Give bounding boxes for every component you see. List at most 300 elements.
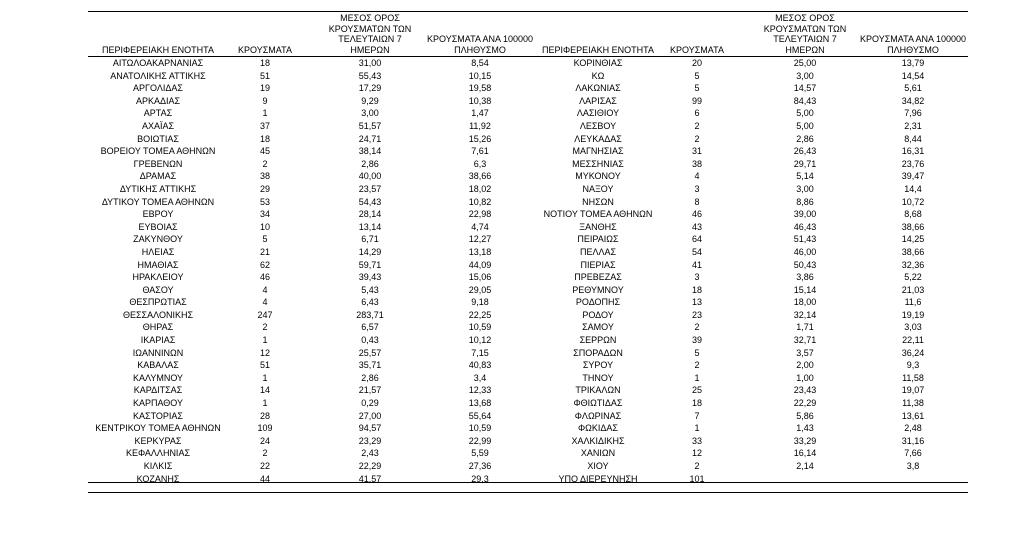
left-avg7-cell: 23,29 [358,435,382,446]
table-row [0,82,1024,95]
left-region-cell: ΘΗΡΑΣ [142,322,174,333]
left-cases-cell: 1 [262,398,268,409]
right-per100k-cell: 11,6 [904,297,922,308]
table-row [0,359,1024,372]
left-region-cell: ΚΑΛΥΜΝΟΥ [132,372,184,383]
table-row [0,410,1024,423]
table-row [0,95,1024,108]
right-per100k-cell: 13,61 [901,410,925,421]
left-cases-cell: 37 [259,120,270,131]
left-per100k-cell: 44,09 [468,259,492,270]
right-region-cell: ΜΥΚΟΝΟΥ [575,171,621,182]
left-avg7-cell: 5,43 [361,284,379,295]
left-per100k-cell: 19,58 [468,83,492,94]
table-row [0,321,1024,334]
right-avg7-cell: 84,43 [793,95,817,106]
right-region-cell: ΤΡΙΚΑΛΩΝ [575,385,621,396]
left-region-cell: ΚΑΡΔΙΤΣΑΣ [133,385,183,396]
right-region-cell: ΤΗΝΟΥ [582,372,614,383]
right-cases-cell: 12 [691,448,702,459]
left-region-cell: ΕΒΡΟΥ [142,209,174,220]
right-cases-cell: 38 [691,158,702,169]
left-avg7-cell: 2,43 [361,448,379,459]
left-cases-cell: 1 [262,372,268,383]
left-cases-cell: 14 [259,385,270,396]
right-avg7-cell: 3,00 [796,183,814,194]
header-region-left: ΠΕΡΙΦΕΡΕΙΑΚΗ ΕΝΟΤΗΤΑ [101,44,215,55]
right-region-cell: ΠΡΕΒΕΖΑΣ [574,272,622,283]
right-cases-cell: 23 [691,309,702,320]
left-per100k-cell: 10,59 [468,423,492,434]
right-per100k-cell: 19,07 [901,385,925,396]
left-region-cell: ΑΡΤΑΣ [143,108,173,119]
right-region-cell: ΞΑΝΘΗΣ [579,221,617,232]
right-cases-cell: 41 [691,259,702,270]
right-per100k-cell: 2,48 [904,423,922,434]
right-cases-cell: 18 [691,398,702,409]
table-row [0,233,1024,246]
right-avg7-cell: 39,00 [793,209,817,220]
left-region-cell: ΑΡΓΟΛΙΔΑΣ [133,83,183,94]
right-cases-cell: 3 [694,272,700,283]
left-avg7-cell: 6,43 [361,297,379,308]
left-avg7-cell: 6,71 [361,234,379,245]
table-row [0,183,1024,196]
left-avg7-cell: 21,57 [358,385,382,396]
table-row [0,422,1024,435]
table-bottom-rule [88,482,968,483]
right-region-cell: ΜΑΓΝΗΣΙΑΣ [572,146,624,157]
right-avg7-cell: 32,14 [793,309,817,320]
left-cases-cell: 62 [259,259,270,270]
right-region-cell: ΦΛΩΡΙΝΑΣ [574,410,622,421]
header-per100k-left: ΚΡΟΥΣΜΑΤΑ ΑΝΑ 100000 ΠΛΗΘΥΣΜΟ [427,34,533,55]
right-region-cell: ΦΩΚΙΔΑΣ [578,423,618,434]
right-avg7-cell: 32,71 [793,335,817,346]
left-region-cell: ΚΑΒΑΛΑΣ [137,360,179,371]
right-region-cell: ΛΑΣΙΘΙΟΥ [576,108,620,119]
right-avg7-cell: 26,43 [793,146,817,157]
right-per100k-cell: 21,03 [901,284,925,295]
right-per100k-cell: 31,16 [901,435,925,446]
right-region-cell: ΚΩ [591,70,605,81]
table-row [0,284,1024,297]
right-cases-cell: 6 [694,108,700,119]
table-row [0,473,1024,486]
table-row [0,271,1024,284]
table-row [0,309,1024,322]
left-region-cell: ΔΥΤΙΚΟΥ ΤΟΜΕΑ ΑΘΗΝΩΝ [101,196,215,207]
right-cases-cell: 31 [691,146,702,157]
left-region-cell: ΓΡΕΒΕΝΩΝ [133,158,183,169]
table-row [0,397,1024,410]
right-region-cell: ΣΠΟΡΑΔΩΝ [573,347,623,358]
table-row [0,158,1024,171]
right-avg7-cell: 5,14 [796,171,814,182]
left-cases-cell: 5 [262,234,268,245]
right-per100k-cell: 19,19 [901,309,925,320]
left-per100k-cell: 11,92 [469,120,491,131]
right-per100k-cell: 14,4 [904,183,922,194]
right-per100k-cell: 8,44 [904,133,922,144]
right-avg7-cell: 2,86 [796,133,814,144]
left-per100k-cell: 15,06 [468,272,492,283]
left-per100k-cell: 29,05 [468,284,492,295]
right-cases-cell: 7 [694,410,700,421]
right-per100k-cell: 13,79 [901,58,925,68]
table-row [0,208,1024,221]
left-per100k-cell: 38,66 [468,171,492,182]
right-cases-cell: 54 [691,246,702,257]
left-avg7-cell: 94,57 [358,423,382,434]
table-row [0,221,1024,234]
left-avg7-cell: 51,57 [358,120,382,131]
left-region-cell: ΘΕΣΣΑΛΟΝΙΚΗΣ [122,309,194,320]
left-cases-cell: 28 [259,410,270,421]
left-cases-cell: 18 [259,133,270,144]
table-row [0,435,1024,448]
left-region-cell: ΔΥΤΙΚΗΣ ΑΤΤΙΚΗΣ [119,183,197,194]
right-avg7-cell: 29,71 [793,158,817,169]
left-cases-cell: 247 [257,309,273,320]
right-avg7-cell: 3,00 [796,70,814,81]
left-region-cell: ΗΜΑΘΙΑΣ [137,259,179,270]
left-per100k-cell: 18,02 [468,183,492,194]
right-region-cell: ΜΕΣΣΗΝΙΑΣ [572,158,624,169]
right-cases-cell: 2 [694,120,700,131]
right-region-cell: ΦΘΙΩΤΙΔΑΣ [573,398,623,409]
right-avg7-cell: 8,86 [796,196,814,207]
left-avg7-cell: 55,43 [358,70,382,81]
left-per100k-cell: 22,98 [468,209,492,220]
right-avg7-cell: 18,00 [793,297,817,308]
left-region-cell: ΙΚΑΡΙΑΣ [140,335,176,346]
left-cases-cell: 45 [259,146,270,157]
left-per100k-cell: 13,68 [468,398,492,409]
right-region-cell: ΡΟΔΟΥ [582,309,614,320]
right-cases-cell: 2 [694,360,700,371]
right-avg7-cell: 46,00 [793,246,817,257]
right-avg7-cell: 5,86 [796,410,814,421]
header-cases-left: ΚΡΟΥΣΜΑΤΑ [238,44,292,55]
left-avg7-cell: 283,71 [356,309,384,320]
left-cases-cell: 109 [257,423,273,434]
right-avg7-cell: 15,14 [793,284,817,295]
right-avg7-cell: 46,43 [793,221,817,232]
left-region-cell: ΖΑΚΥΝΘΟΥ [133,234,183,245]
left-per100k-cell: 15,26 [468,133,492,144]
left-region-cell: ΕΥΒΟΙΑΣ [138,221,178,232]
left-avg7-cell: 13,14 [358,221,382,232]
right-per100k-cell: 5,22 [904,272,922,283]
header-per100k-right: ΚΡΟΥΣΜΑΤΑ ΑΝΑ 100000 ΠΛΗΘΥΣΜΟ [860,34,966,55]
right-avg7-cell: 2,14 [796,461,814,471]
right-avg7-cell: 1,00 [796,372,814,383]
table-row [0,70,1024,83]
right-cases-cell: 64 [691,234,702,245]
right-cases-cell: 5 [694,70,700,81]
left-avg7-cell: 28,14 [358,209,382,220]
right-avg7-cell: 25,00 [793,58,817,68]
left-per100k-cell: 6,3 [473,158,487,169]
left-cases-cell: 2 [262,322,268,333]
table-end-rule [88,492,968,493]
right-per100k-cell: 36,24 [901,347,925,358]
right-avg7-cell: 14,57 [793,83,817,94]
header-cases-right: ΚΡΟΥΣΜΑΤΑ [670,44,724,55]
right-region-cell: ΛΕΣΒΟΥ [579,120,617,131]
right-cases-cell: 46 [691,209,702,220]
table-row [0,259,1024,272]
right-per100k-cell: 3,03 [904,322,922,333]
table-body [0,57,1024,485]
right-region-cell: ΠΙΕΡΙΑΣ [580,259,616,270]
left-per100k-cell: 10,38 [468,95,492,106]
right-per100k-cell: 11,58 [902,372,924,383]
right-region-cell: ΧΑΝΙΩΝ [580,448,616,459]
left-cases-cell: 19 [259,83,270,94]
table-row [0,296,1024,309]
right-cases-cell: 2 [694,322,700,333]
left-region-cell: ΗΡΑΚΛΕΙΟΥ [132,272,184,283]
left-per100k-cell: 8,54 [471,58,489,68]
right-per100k-cell: 5,61 [904,83,922,94]
left-per100k-cell: 9,18 [471,297,489,308]
table-row [0,460,1024,473]
right-cases-cell: 1 [694,372,700,383]
left-avg7-cell: 54,43 [358,196,382,207]
right-per100k-cell: 38,66 [901,246,925,257]
right-cases-cell: 18 [691,284,702,295]
left-avg7-cell: 31,00 [358,58,382,68]
left-cases-cell: 46 [259,272,270,283]
table-row [0,372,1024,385]
right-per100k-cell: 7,96 [904,108,922,119]
right-avg7-cell: 1,71 [796,322,814,333]
right-region-cell: ΚΟΡΙΝΘΙΑΣ [573,58,623,68]
right-cases-cell: 25 [691,385,702,396]
right-avg7-cell: 51,43 [793,234,817,245]
left-per100k-cell: 4,74 [471,221,489,232]
right-region-cell: ΝΗΣΩΝ [582,196,614,207]
left-per100k-cell: 10,59 [468,322,492,333]
right-region-cell: ΝΑΞΟΥ [582,183,614,194]
right-avg7-cell: 22,29 [793,398,817,409]
left-region-cell: ΑΧΑΪΑΣ [141,120,175,131]
left-region-cell: ΘΑΣΟΥ [142,284,174,295]
left-region-cell: ΑΙΤΩΛΟΑΚΑΡΝΑΝΙΑΣ [112,58,204,68]
right-region-cell: ΡΟΔΟΠΗΣ [575,297,621,308]
left-cases-cell: 34 [259,209,270,220]
table-top-rule [88,11,968,12]
right-per100k-cell: 22,11 [902,335,924,346]
left-avg7-cell: 2,86 [361,372,379,383]
left-cases-cell: 12 [259,347,270,358]
right-per100k-cell: 3,8 [906,461,920,471]
table-row [0,334,1024,347]
right-per100k-cell: 11,38 [902,398,924,409]
right-cases-cell: 1 [694,423,700,434]
right-region-cell: ΛΕΥΚΑΔΑΣ [574,133,622,144]
right-per100k-cell: 2,31 [904,120,922,131]
header-region-right: ΠΕΡΙΦΕΡΕΙΑΚΗ ΕΝΟΤΗΤΑ [541,44,655,55]
left-per100k-cell: 22,99 [468,435,492,446]
right-per100k-cell: 23,76 [901,158,925,169]
right-cases-cell: 8 [694,196,700,207]
left-per100k-cell: 5,59 [471,448,489,459]
table-row [0,145,1024,158]
left-per100k-cell: 10,12 [468,335,492,346]
table-row [0,246,1024,259]
right-cases-cell: 13 [691,297,702,308]
left-region-cell: ΒΟΙΩΤΙΑΣ [137,133,179,144]
left-per100k-cell: 27,36 [468,461,492,471]
left-per100k-cell: 55,64 [468,410,492,421]
left-per100k-cell: 7,15 [471,347,489,358]
right-cases-cell: 4 [694,171,700,182]
left-per100k-cell: 3,4 [473,372,487,383]
left-avg7-cell: 59,71 [358,259,382,270]
table-row [0,196,1024,209]
right-cases-cell: 5 [694,347,700,358]
left-avg7-cell: 39,43 [358,272,382,283]
left-region-cell: ΚΕΦΑΛΛΗΝΙΑΣ [125,448,191,459]
left-region-cell: ΚΕΝΤΡΙΚΟΥ ΤΟΜΕΑ ΑΘΗΝΩΝ [95,423,221,434]
right-avg7-cell: 2,00 [796,360,814,371]
left-avg7-cell: 41,57 [358,473,382,484]
left-region-cell: ΘΕΣΠΡΩΤΙΑΣ [129,297,187,308]
right-region-cell: ΝΟΤΙΟΥ ΤΟΜΕΑ ΑΘΗΝΩΝ [543,209,653,220]
left-cases-cell: 9 [262,95,268,106]
left-cases-cell: 44 [259,473,270,484]
left-per100k-cell: 7,61 [471,146,489,157]
right-per100k-cell: 10,72 [901,196,925,207]
left-cases-cell: 2 [262,158,268,169]
left-avg7-cell: 17,29 [358,83,382,94]
left-cases-cell: 18 [259,58,270,68]
right-cases-cell: 2 [694,133,700,144]
left-avg7-cell: 35,71 [358,360,382,371]
left-avg7-cell: 24,71 [358,133,382,144]
left-region-cell: ΔΡΑΜΑΣ [139,171,177,182]
left-per100k-cell: 12,27 [468,234,492,245]
right-per100k-cell: 14,25 [901,234,925,245]
left-region-cell: ΙΩΑΝΝΙΝΩΝ [132,347,184,358]
right-cases-cell: 43 [691,221,702,232]
left-cases-cell: 22 [259,461,270,471]
left-per100k-cell: 10,82 [468,196,492,207]
right-region-cell: ΥΠΟ ΔΙΕΡΕΥΝΗΣΗ [558,473,638,484]
table-row [0,133,1024,146]
right-avg7-cell: 1,43 [796,423,814,434]
left-per100k-cell: 13,18 [468,246,492,257]
left-region-cell: ΒΟΡΕΙΟΥ ΤΟΜΕΑ ΑΘΗΝΩΝ [100,146,216,157]
right-cases-cell: 5 [694,83,700,94]
left-avg7-cell: 9,29 [361,95,379,106]
left-avg7-cell: 38,14 [358,146,382,157]
right-avg7-cell: 5,00 [796,108,814,119]
right-region-cell: ΠΕΛΛΑΣ [579,246,617,257]
left-per100k-cell: 29,3 [471,473,489,484]
right-per100k-cell: 39,47 [901,171,925,182]
left-per100k-cell: 10,15 [468,70,492,81]
right-per100k-cell: 8,68 [904,209,922,220]
right-region-cell: ΣΕΡΡΩΝ [579,335,617,346]
left-avg7-cell: 6,57 [361,322,379,333]
left-avg7-cell: 22,29 [358,461,382,471]
left-cases-cell: 24 [259,435,270,446]
left-avg7-cell: 27,00 [358,410,382,421]
left-cases-cell: 1 [262,335,268,346]
right-region-cell: ΛΑΡΙΣΑΣ [579,95,617,106]
table-row [0,347,1024,360]
right-per100k-cell: 7,66 [904,448,922,459]
left-avg7-cell: 2,86 [361,158,379,169]
right-per100k-cell: 38,66 [901,221,925,232]
left-region-cell: ΑΝΑΤΟΛΙΚΗΣ ΑΤΤΙΚΗΣ [110,70,206,81]
left-avg7-cell: 3,00 [361,108,379,119]
left-cases-cell: 53 [259,196,270,207]
left-per100k-cell: 40,83 [468,360,492,371]
left-per100k-cell: 12,33 [468,385,492,396]
left-region-cell: ΗΛΕΙΑΣ [141,246,175,257]
right-avg7-cell: 3,86 [796,272,814,283]
right-per100k-cell: 14,54 [901,70,925,81]
left-cases-cell: 10 [259,221,270,232]
table-row [0,384,1024,397]
left-cases-cell: 38 [259,171,270,182]
left-cases-cell: 2 [262,448,268,459]
table-row [0,120,1024,133]
right-region-cell: ΛΑΚΩΝΙΑΣ [575,83,621,94]
right-per100k-cell: 9,3 [906,360,920,371]
left-cases-cell: 29 [259,183,270,194]
left-region-cell: ΚΑΣΤΟΡΙΑΣ [133,410,183,421]
left-region-cell: ΚΑΡΠΑΘΟΥ [132,398,184,409]
left-avg7-cell: 0,29 [361,398,379,409]
left-avg7-cell: 14,29 [358,246,382,257]
right-region-cell: ΧΑΛΚΙΔΙΚΗΣ [571,435,625,446]
left-region-cell: ΚΙΛΚΙΣ [143,461,173,471]
right-avg7-cell: 23,43 [793,385,817,396]
left-cases-cell: 51 [259,360,270,371]
right-cases-cell: 3 [694,183,700,194]
left-region-cell: ΚΟΖΑΝΗΣ [136,473,180,484]
right-region-cell: ΣΥΡΟΥ [582,360,614,371]
right-per100k-cell: 34,82 [901,95,925,106]
right-region-cell: ΠΕΙΡΑΙΩΣ [577,234,619,245]
right-cases-cell: 99 [691,95,702,106]
right-cases-cell: 101 [689,473,705,484]
right-region-cell: ΣΑΜΟΥ [582,322,614,333]
right-per100k-cell: 16,31 [901,146,925,157]
right-avg7-cell: 33,29 [793,435,817,446]
left-cases-cell: 1 [262,108,268,119]
right-per100k-cell: 32,36 [901,259,925,270]
right-cases-cell: 2 [694,461,700,471]
left-cases-cell: 51 [259,70,270,81]
table-row [0,170,1024,183]
left-avg7-cell: 23,57 [358,183,382,194]
right-avg7-cell: 16,14 [793,448,817,459]
left-cases-cell: 4 [262,297,268,308]
right-cases-cell: 39 [691,335,702,346]
right-region-cell: ΡΕΘΥΜΝΟΥ [572,284,624,295]
table-row [0,447,1024,460]
left-cases-cell: 4 [262,284,268,295]
right-cases-cell: 20 [691,58,702,68]
left-avg7-cell: 40,00 [358,171,382,182]
